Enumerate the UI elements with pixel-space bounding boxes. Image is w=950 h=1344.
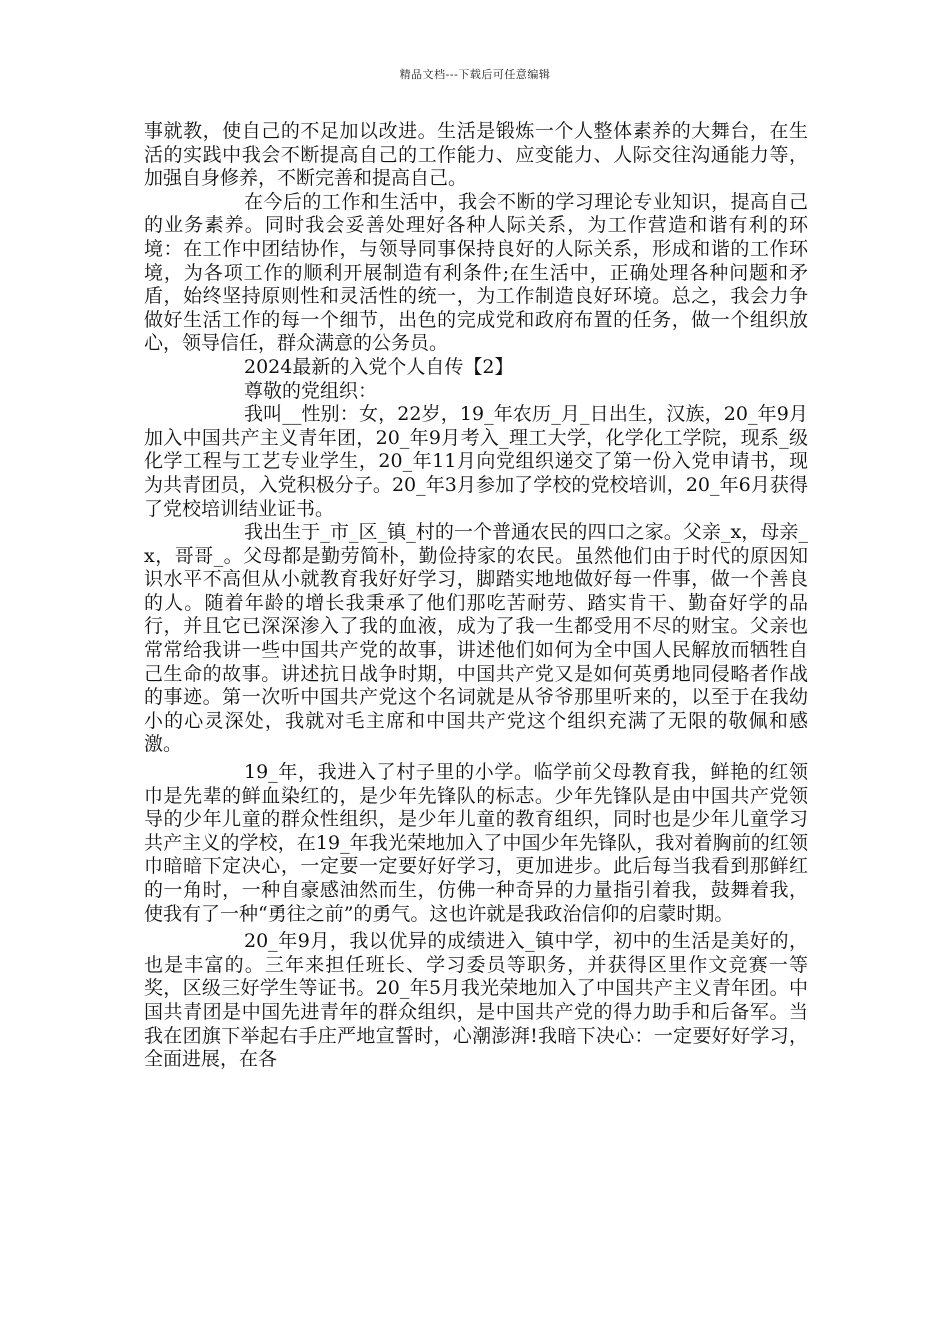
paragraph-primary-school: 19_年，我进入了村子里的小学。临学前父母教育我，鲜艳的红领巾是先辈的鲜血染红的，是少年先锋队的标志。少年先锋队是由中国共产党领导的少年儿童的群众性组织，是少年儿童的教育组织，同时也是少年儿童学习共产主义的学校，在19_年我光荣地加入了中国少年先锋队，我对着胸前的红领巾暗暗下定决心，一定要一定要好好学习，更加进步。此后每当我看到那鲜红的一角时，一种自豪感油然而生，仿佛一种奇异的力量指引着我，鼓舞着我，使我有了一种“勇往之前”的勇气。这也许就是我政治信仰的启蒙时期。 bbox=[144, 761, 808, 925]
paragraph-introduction: 我叫__性别：女，22岁，19_年农历_月_日出生，汉族，20_年9月加入中国共产主义青年团，20_年9月考入_理工大学，化学化工学院，现系_级化学工程与工艺专业学生，20_年11月向党组织递交了第一份入党申请书，现为共青团员，入党积极分子。20_年3月参加了学校的党校培训，20_年6月获得了党校培训结业证书。 bbox=[144, 403, 808, 520]
paragraph-continuation: 事就教，使自己的不足加以改进。生活是锻炼一个人整体素养的大舞台，在生活的实践中我会不断提高自己的工作能力、应变能力、人际交往沟通能力等，加强自身修养，不断完善和提高自己。 bbox=[144, 120, 808, 190]
paragraph-family: 我出生于_市_区_镇_村的一个普通农民的四口之家。父亲_x，母亲_x，哥哥_。父母都是勤劳简朴，勤俭持家的农民。虽然他们由于时代的原因知识水平不高但从小就教育我好好学习，脚踏实地地做好每一件事，做一个善良的人。随着年龄的增长我秉承了他们那吃苦耐劳、踏实肯干、勤奋好学的品行，并且它已深深渗入了我的血液，成为了我一生都受用不尽的财宝。父亲也常常给我讲一些中国共产党的故事，讲述他们如何为全中国人民解放而牺牲自己生命的故事。讲述抗日战争时期，中国共产党又是如何英勇地同侵略者作战的事迹。第一次听中国共产党这个名词就是从爷爷那里听来的，以至于在我幼小的心灵深处，我就对毛主席和中国共产党这个组织充满了无限的敬佩和感激。 bbox=[144, 521, 808, 756]
salutation: 尊敬的党组织： bbox=[244, 379, 378, 402]
section-heading: 2024最新的入党个人自传【2】 bbox=[244, 355, 514, 378]
page-header: 精品文档---下载后可任意编辑 bbox=[399, 68, 551, 81]
paragraph-middle-school: 20_年9月，我以优异的成绩进入_镇中学，初中的生活是美好的，也是丰富的。三年来担任班长、学习委员等职务，并获得区里作文竞赛一等奖，区级三好学生等证书。20_年5月我光荣地加入了中国共产主义青年团。中国共青团是中国先进青年的群众组织，是中国共产党的得力助手和后备军。当我在团旗下举起右手庄严地宣誓时，心潮澎湃!我暗下决心：一定要好好学习，全面进展，在各 bbox=[144, 930, 808, 1071]
document-body bbox=[144, 120, 808, 1072]
paragraph-future-work: 在今后的工作和生活中，我会不断的学习理论专业知识，提高自己的业务素养。同时我会妥善处理好各种人际关系，为工作营造和谐有利的环境：在工作中团结协作，与领导同事保持良好的人际关系，形成和谐的工作环境，为各项工作的顺利开展制造有利条件;在生活中，正确处理各种问题和矛盾，始终坚持原则性和灵活性的统一，为工作制造良好环境。总之，我会力争做好生活工作的每一个细节，出色的完成党和政府布置的任务，做一个组织放心，领导信任，群众满意的公务员。 bbox=[144, 190, 808, 355]
